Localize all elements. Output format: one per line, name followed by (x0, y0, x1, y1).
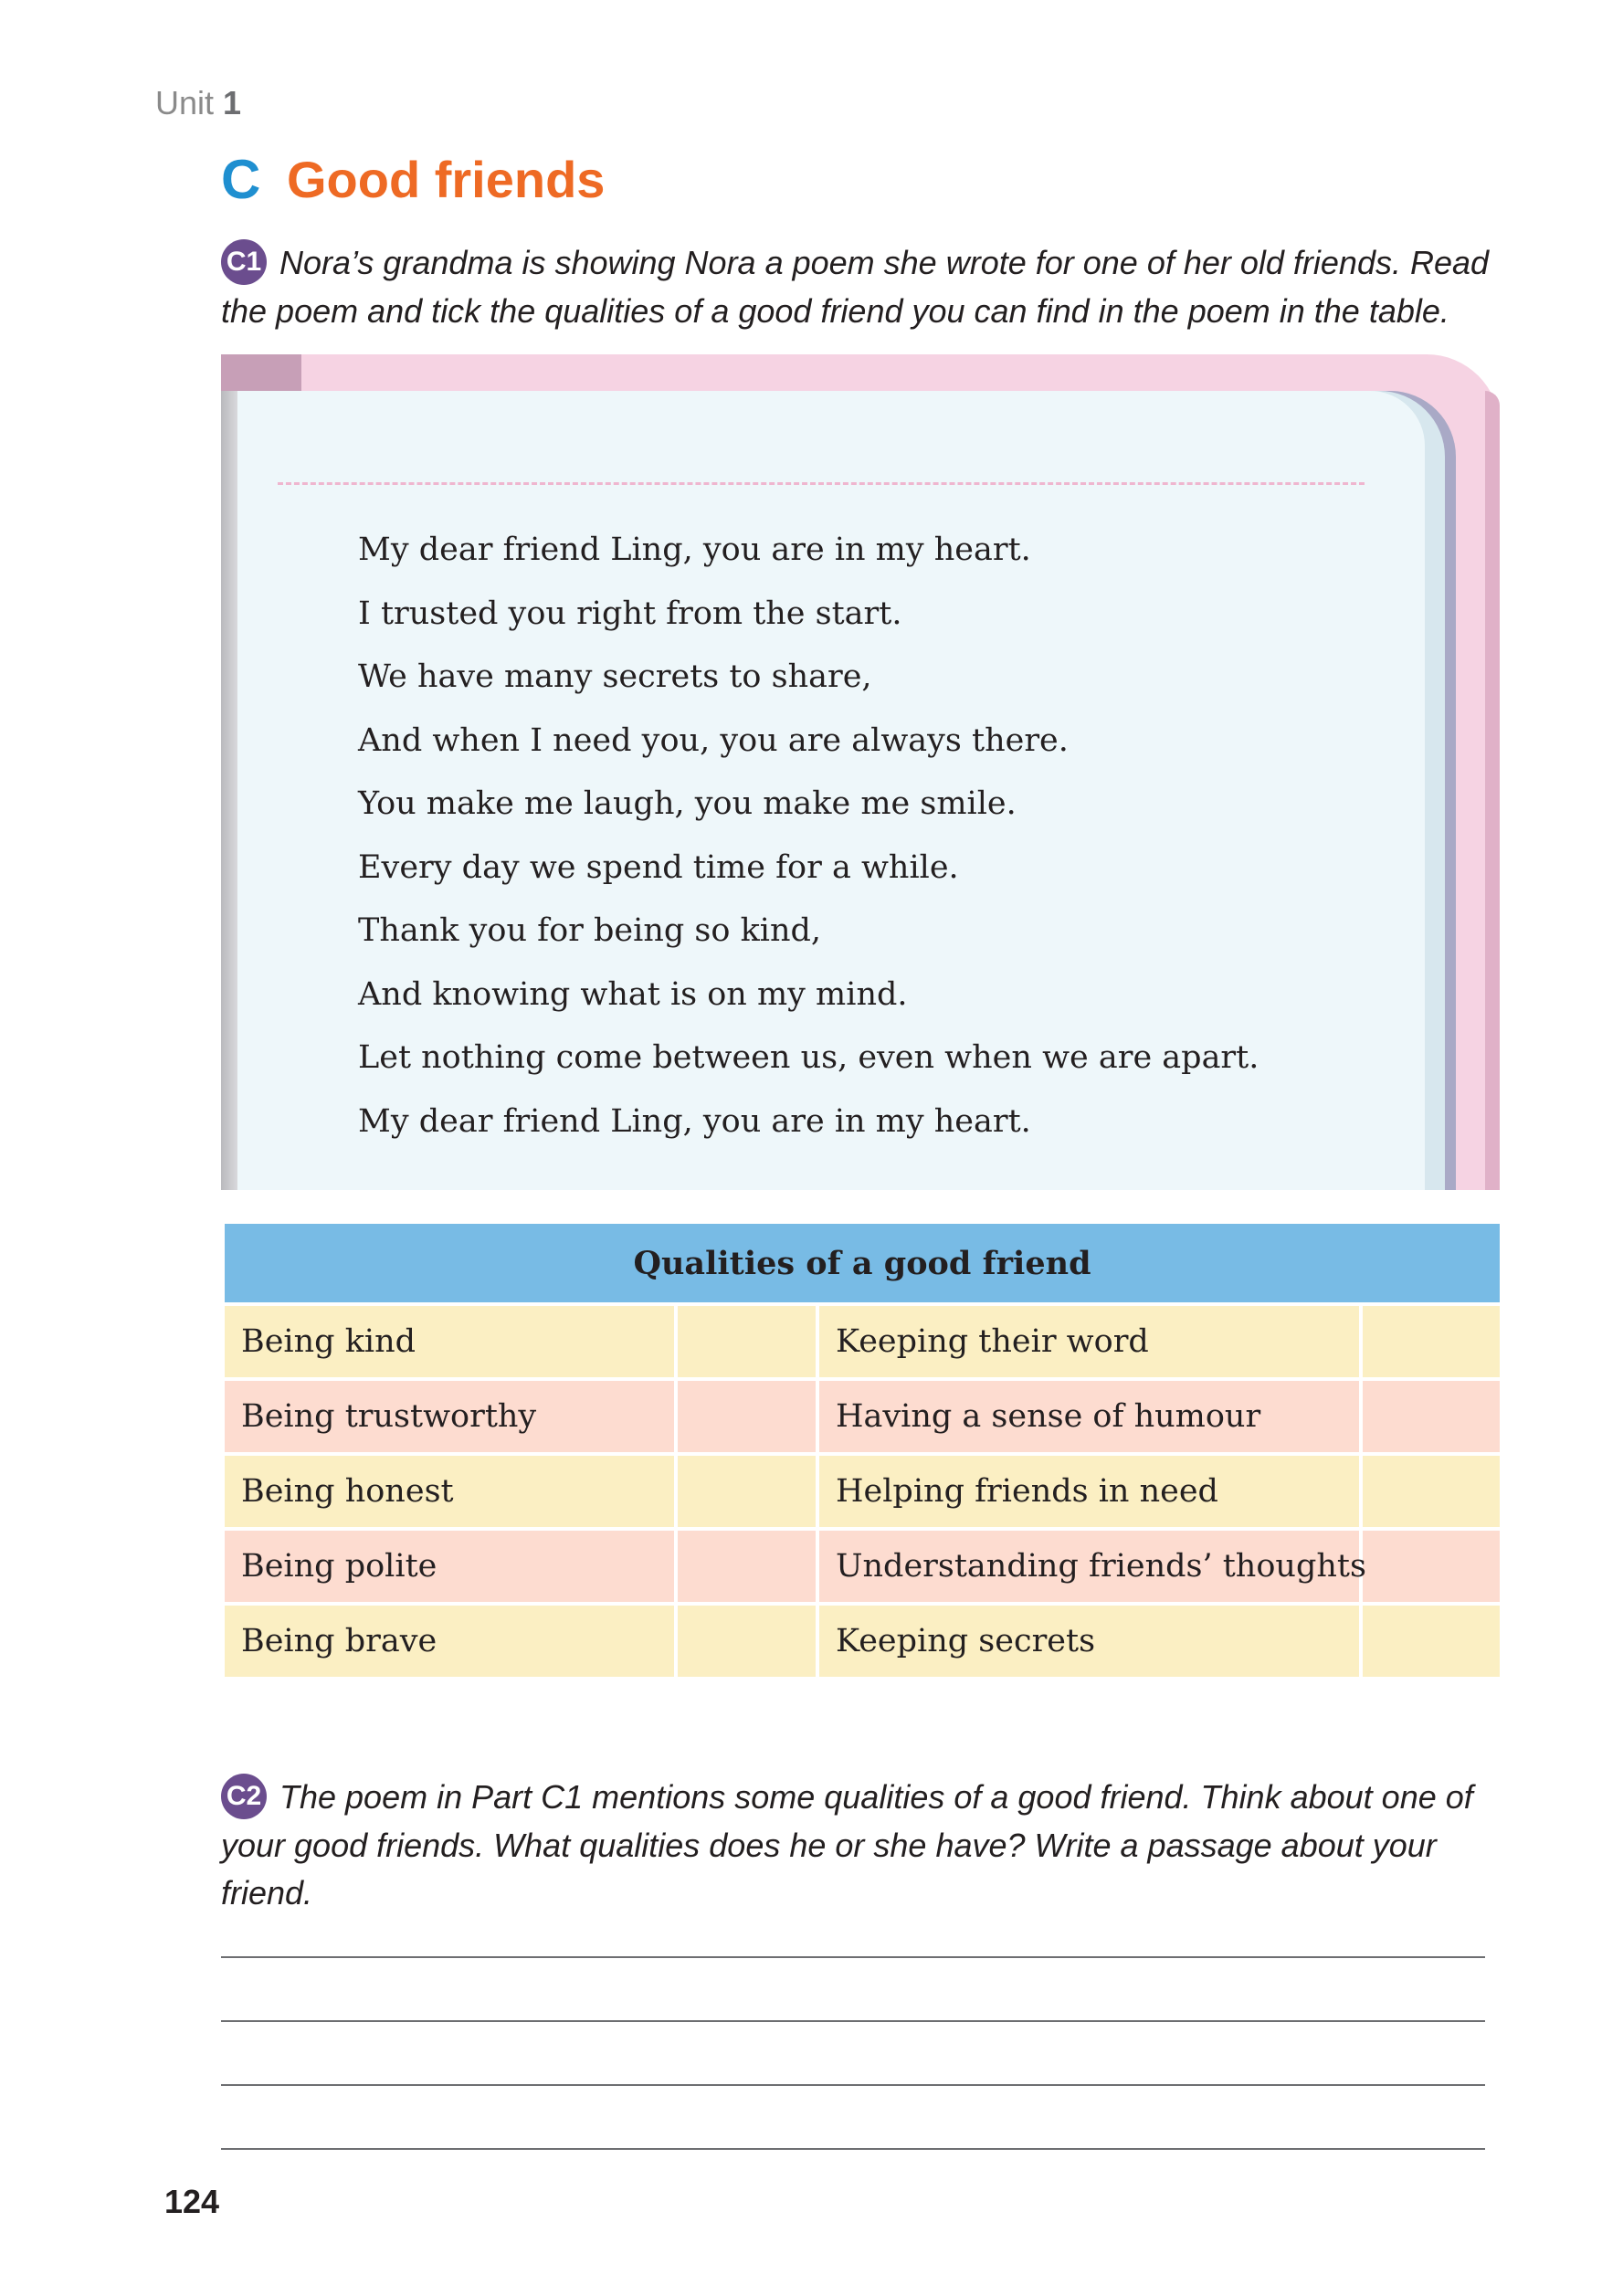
tick-box[interactable] (1361, 1604, 1502, 1679)
notebook-tab (221, 354, 301, 391)
tick-box[interactable] (1361, 1454, 1502, 1529)
poem-line: And knowing what is on my mind. (358, 975, 908, 1013)
quality-label: Being polite (223, 1529, 676, 1604)
poem-line: You make me laugh, you make me smile. (358, 785, 1017, 822)
poem-notebook (221, 354, 1500, 1190)
table-row (223, 1379, 1502, 1454)
unit-word: Unit (155, 84, 215, 121)
quality-label: Keeping secrets (817, 1604, 1361, 1679)
tick-box[interactable] (676, 1529, 817, 1604)
table-header: Qualities of a good friend (223, 1222, 1502, 1304)
quality-label: Having a sense of humour (817, 1379, 1361, 1454)
c1-instruction-text: Nora’s grandma is showing Nora a poem she wrote for one of her old friends. Read the poem and tick the qualities of a good friend you can find in the poem in the table. (221, 244, 1490, 331)
answer-line[interactable] (221, 2084, 1485, 2086)
quality-label: Understanding friends’ thoughts (817, 1529, 1361, 1604)
tick-box[interactable] (676, 1304, 817, 1379)
quality-label: Being kind (223, 1304, 676, 1379)
quality-label: Being honest (223, 1454, 676, 1529)
poem-line: Thank you for being so kind, (358, 912, 822, 949)
qualities-table (221, 1220, 1503, 1680)
table-row (223, 1529, 1502, 1604)
quality-label: Being brave (223, 1604, 676, 1679)
tick-box[interactable] (676, 1454, 817, 1529)
c2-instruction (221, 1774, 1500, 1917)
poem-line: Let nothing come between us, even when we are apart. (358, 1039, 1259, 1076)
table-row (223, 1304, 1502, 1379)
unit-label (155, 84, 241, 122)
c2-badge: C2 (221, 1774, 267, 1819)
quality-label: Being trustworthy (223, 1379, 676, 1454)
table-row (223, 1454, 1502, 1529)
tick-box[interactable] (1361, 1379, 1502, 1454)
tick-box[interactable] (1361, 1304, 1502, 1379)
quality-label: Keeping their word (817, 1304, 1361, 1379)
answer-line[interactable] (221, 2020, 1485, 2022)
quality-label: Helping friends in need (817, 1454, 1361, 1529)
poem-text (358, 519, 1259, 1153)
section-heading (221, 148, 605, 211)
answer-line[interactable] (221, 2148, 1485, 2150)
page-number: 124 (164, 2183, 220, 2220)
tick-box[interactable] (676, 1604, 817, 1679)
tick-box[interactable] (1361, 1529, 1502, 1604)
poem-line: We have many secrets to share, (358, 658, 872, 695)
answer-line[interactable] (221, 1956, 1485, 1958)
notebook-dashed-line (278, 482, 1365, 485)
section-letter: C (221, 149, 261, 210)
section-title: Good friends (287, 151, 606, 208)
notebook-spine (221, 391, 237, 1190)
poem-line: I trusted you right from the start. (358, 595, 902, 632)
notebook-cover-edge (1485, 391, 1500, 1190)
unit-number: 1 (223, 84, 242, 121)
c2-instruction-text: The poem in Part C1 mentions some qualities of a good friend. Think about one of your good friends. What qualities does he or she have? Write a passage about your friend. (221, 1778, 1473, 1912)
poem-line: Every day we spend time for a while. (358, 848, 959, 886)
poem-line: My dear friend Ling, you are in my heart. (358, 1102, 1031, 1140)
poem-line: And when I need you, you are always there. (358, 721, 1069, 759)
c1-badge: C1 (221, 239, 267, 285)
tick-box[interactable] (676, 1379, 817, 1454)
table-row (223, 1604, 1502, 1679)
poem-line: My dear friend Ling, you are in my heart. (358, 532, 1031, 568)
c1-instruction (221, 239, 1500, 335)
